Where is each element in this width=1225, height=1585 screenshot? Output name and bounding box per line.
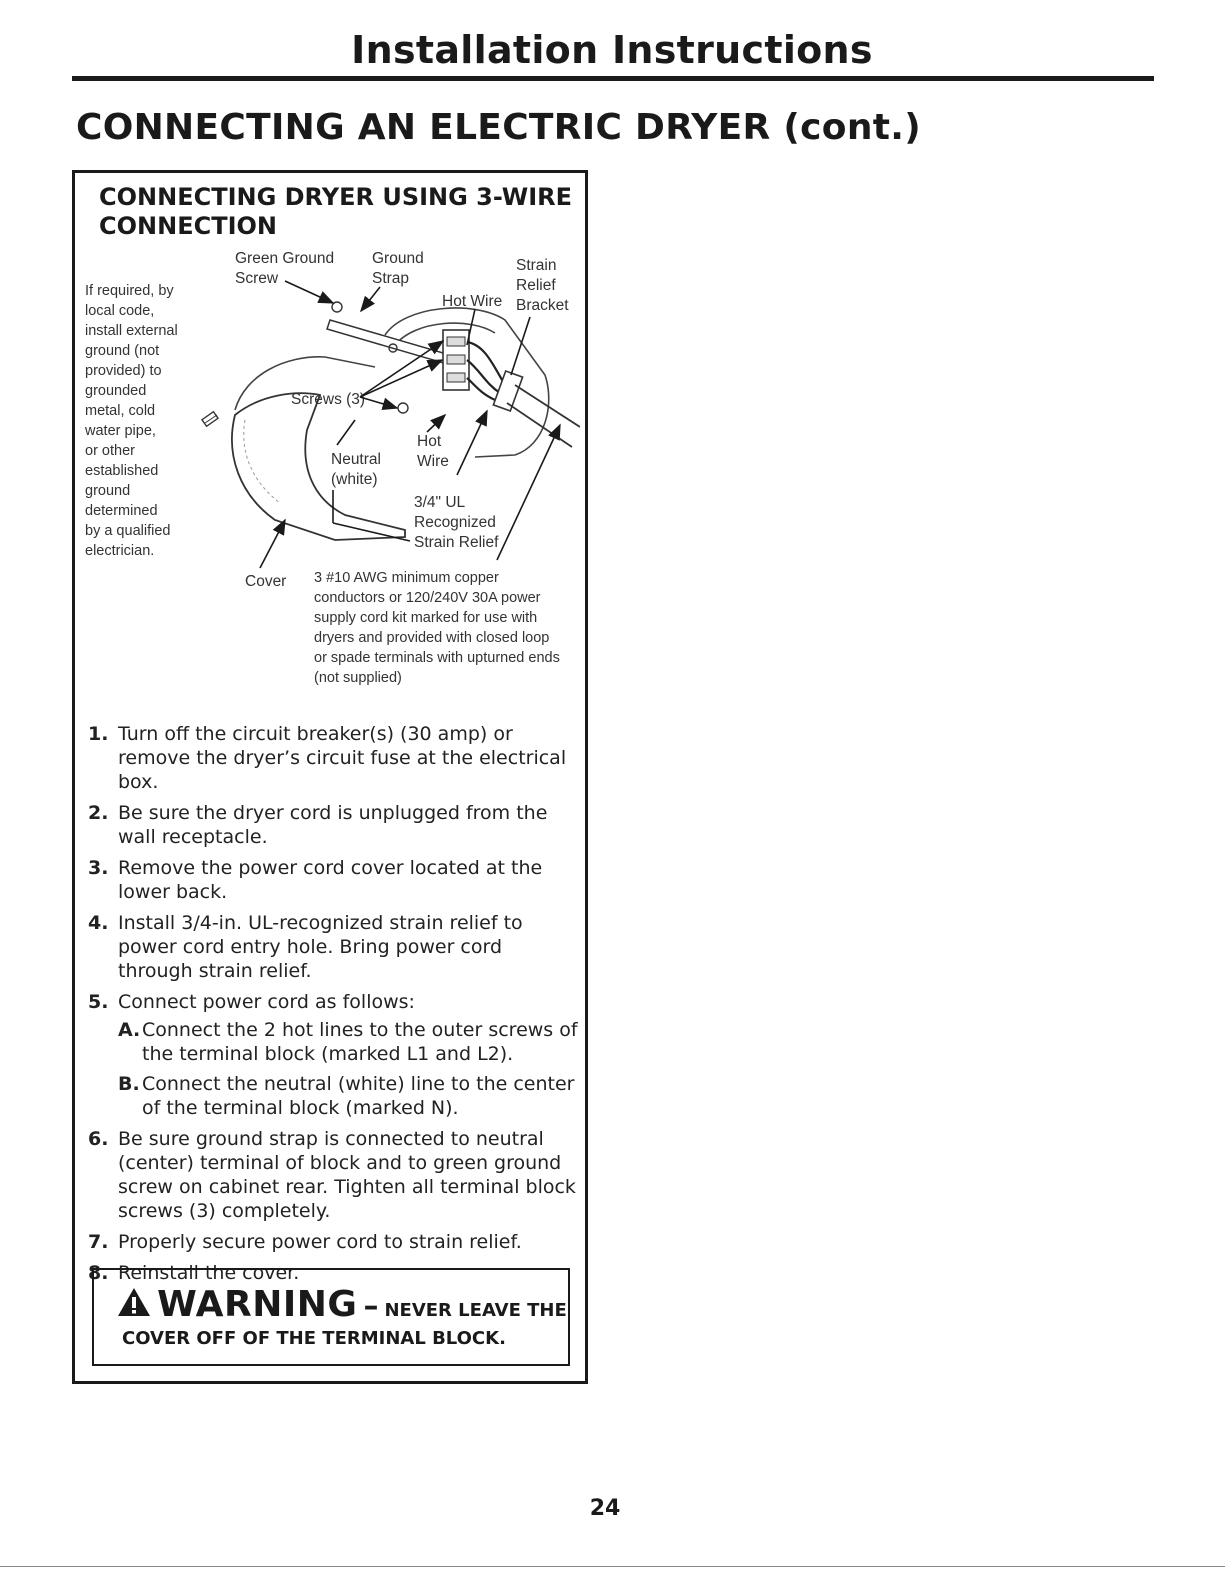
side-note-line: established xyxy=(85,463,159,479)
substep-text: Connect the 2 hot lines to the outer screws of the terminal block (marked L1 and L2). xyxy=(142,1019,578,1065)
panel-title-line1: CONNECTING DRYER USING 3-WIRE xyxy=(99,183,573,211)
panel-title-line2: CONNECTION xyxy=(99,212,277,240)
label-screws: Screws (3) xyxy=(291,391,366,408)
substep-text: Connect the neutral (white) line to the center of the terminal block (marked N). xyxy=(142,1073,575,1119)
side-note-line: If required, by xyxy=(85,283,174,299)
step-text: Be sure ground strap is connected to neutral (center) terminal of block and to green ground screw on cabinet rear. Tighten all terminal block screws (3) completely. xyxy=(118,1128,576,1222)
substep-letter: A. xyxy=(118,1019,141,1041)
power-cord xyxy=(507,385,580,447)
label-conductor-note: 3 #10 AWG minimum copper conductors or 120/240V 30A power supply cord kit marked for use with dryers and provided with closed loop or spade terminals with upturned ends (not supplied) xyxy=(314,570,560,686)
side-note-line: water pipe, xyxy=(85,423,156,439)
step-item xyxy=(88,1230,580,1254)
step-item xyxy=(88,801,580,849)
step-text: Turn off the circuit breaker(s) (30 amp) or remove the dryer’s circuit fuse at the electrical box. xyxy=(118,723,567,793)
side-note-line: by a qualified xyxy=(85,523,171,539)
wiring-diagram xyxy=(75,245,580,695)
label-hot-wire-bottom: Hot Wire xyxy=(417,433,449,470)
step-number: 7. xyxy=(88,1231,109,1253)
label-strain-relief-bracket: Strain Relief Bracket xyxy=(516,257,569,314)
section-title: CONNECTING AN ELECTRIC DRYER (cont.) xyxy=(76,107,921,148)
leader-lines xyxy=(260,281,560,568)
substep-item xyxy=(118,1018,580,1066)
warning-heading xyxy=(116,1284,567,1325)
side-note-line: determined xyxy=(85,503,158,519)
step-item xyxy=(88,722,580,794)
side-note-line: ground xyxy=(85,483,131,499)
label-ground-strap: Ground Strap xyxy=(372,250,424,287)
step-number: 5. xyxy=(88,991,109,1013)
step-number: 1. xyxy=(88,723,109,745)
bottom-rule xyxy=(0,1566,1225,1567)
substep-item xyxy=(118,1072,580,1120)
step-item xyxy=(88,990,580,1120)
substeps-list xyxy=(118,1018,580,1120)
step-item xyxy=(88,856,580,904)
step-number: 2. xyxy=(88,802,109,824)
label-hot-wire-top: Hot Wire xyxy=(442,293,503,310)
warning-line2: COVER OFF OF THE TERMINAL BLOCK. xyxy=(122,1328,506,1349)
step-number: 8. xyxy=(88,1262,109,1284)
step-number: 4. xyxy=(88,912,109,934)
page-number: 24 xyxy=(589,1496,621,1521)
warning-dash: – xyxy=(363,1289,379,1324)
header-title: Installation Instructions xyxy=(351,28,873,72)
cover-inner-edge xyxy=(244,420,280,503)
side-note-line: install external xyxy=(85,323,178,339)
label-strain-relief: 3/4" UL Recognized Strain Relief xyxy=(414,494,499,551)
step-text: Reinstall the cover. xyxy=(118,1262,300,1284)
side-note-line: grounded xyxy=(85,383,147,399)
steps-list xyxy=(88,722,580,1292)
label-neutral: Neutral (white) xyxy=(331,451,381,488)
side-note-line: electrician. xyxy=(85,543,155,559)
label-cover: Cover xyxy=(245,573,287,590)
step-text: Remove the power cord cover located at the lower back. xyxy=(118,857,543,903)
step-number: 6. xyxy=(88,1128,109,1150)
step-item xyxy=(88,1127,580,1223)
strain-relief xyxy=(493,371,522,411)
side-note-line: provided) to xyxy=(85,363,162,379)
ground-strap xyxy=(327,302,450,364)
side-note-line: local code, xyxy=(85,303,155,319)
side-note xyxy=(84,283,182,559)
substep-letter: B. xyxy=(118,1073,140,1095)
warning-tail: NEVER LEAVE THE xyxy=(384,1300,567,1321)
warning-triangle-icon xyxy=(116,1286,152,1318)
terminal-block xyxy=(443,330,469,390)
step-text: Be sure the dryer cord is unplugged from the wall receptacle. xyxy=(118,802,548,848)
warning-word: WARNING xyxy=(157,1284,358,1325)
step-text: Connect power cord as follows: xyxy=(118,991,415,1013)
side-note-line: ground (not xyxy=(85,343,160,359)
step-item xyxy=(88,911,580,983)
step-text: Install 3/4-in. UL-recognized strain relief to power cord entry hole. Bring power cord through strain relief. xyxy=(118,912,523,982)
header-rule xyxy=(72,76,1154,81)
side-note-line: or other xyxy=(85,443,135,459)
side-note-line: metal, cold xyxy=(85,403,156,419)
label-green-ground-screw: Green Ground Screw xyxy=(235,250,335,287)
step-text: Properly secure power cord to strain relief. xyxy=(118,1231,522,1253)
warning-box xyxy=(92,1268,570,1366)
step-number: 3. xyxy=(88,857,109,879)
panel-title xyxy=(99,183,572,241)
